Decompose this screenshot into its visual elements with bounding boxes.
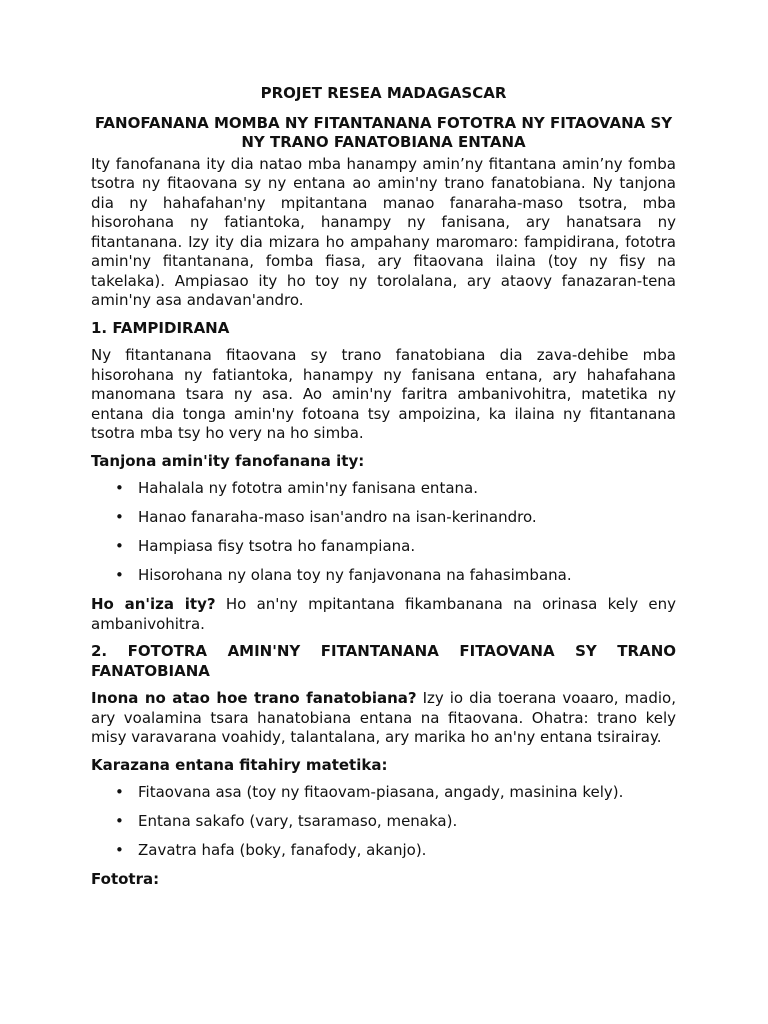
list-item: • Hampiasa fisy tsotra ho fanampiana. bbox=[115, 537, 416, 555]
document-title: PROJET RESEA MADAGASCAR bbox=[260, 84, 507, 102]
basics-heading: Fototra: bbox=[91, 870, 160, 888]
section-1-body: Ny fitantanana fitaovana sy trano fanatobiana dia zava-dehibe mba hisorohana ny fatiantoka, hanampy ny fanisana entana, ary hahafahana manomana tsara ny asa. Ao amin'ny faritra ambanivohitra, matetika ny entana dia tonga amin'ny fotoana tsy ampoizina, ka ilaina ny fitantanana tsotra mba tsy ho very na ho simba. bbox=[91, 346, 676, 442]
types-list bbox=[91, 783, 676, 861]
definition-label: Inona no atao hoe trano fanatobiana? bbox=[91, 689, 417, 707]
list-item: • Zavatra hafa (boky, fanafody, akanjo). bbox=[115, 841, 427, 859]
types-heading: Karazana entana fitahiry matetika: bbox=[91, 755, 388, 774]
list-item: • Hahalala ny fototra amin'ny fanisana entana. bbox=[115, 479, 478, 497]
definition-paragraph bbox=[91, 689, 676, 748]
list-item: • Hanao fanaraha-maso isan'andro na isan-kerinandro. bbox=[115, 508, 537, 526]
section-1-heading: 1. FAMPIDIRANA bbox=[91, 318, 230, 337]
goals-heading: Tanjona amin'ity fanofanana ity: bbox=[91, 451, 365, 470]
definition-text: Izy io dia toerana voaaro, madio, ary voalamina tsara hanatobiana entana na fitaovana. Ohatra: trano kely misy varavarana voahidy, talantalana, ary marika ho an'ny entana tsirairay. bbox=[91, 689, 676, 746]
section-2-heading: 2. FOTOTRA AMIN'NY FITANTANANA FITAOVANA SY TRANO FANATOBIANA bbox=[91, 642, 676, 680]
bullet-icon: • bbox=[115, 508, 124, 526]
list-item: • Fitaovana asa (toy ny fitaovam-piasana, angady, masinina kely). bbox=[115, 783, 624, 801]
bullet-icon: • bbox=[115, 566, 124, 584]
list-item: • Entana sakafo (vary, tsaramaso, menaka). bbox=[115, 812, 458, 830]
bullet-icon: • bbox=[115, 812, 124, 830]
bullet-icon: • bbox=[115, 783, 124, 801]
audience-text: Ho an'ny mpitantana fikambanana na orinasa kely eny ambanivohitra. bbox=[91, 595, 676, 633]
audience-label: Ho an'iza ity? bbox=[91, 595, 216, 613]
bullet-icon: • bbox=[115, 841, 124, 859]
document-subtitle: FANOFANANA MOMBA NY FITANTANANA FOTOTRA NY FITAOVANA SY NY TRANO FANATOBIANA ENTANA bbox=[94, 113, 673, 151]
bullet-icon: • bbox=[115, 479, 124, 497]
list-item: • Hisorohana ny olana toy ny fanjavonana na fahasimbana. bbox=[115, 566, 572, 584]
goals-list bbox=[91, 479, 676, 586]
bullet-icon: • bbox=[115, 537, 124, 555]
audience-paragraph bbox=[91, 595, 676, 634]
intro-paragraph: Ity fanofanana ity dia natao mba hanampy amin’ny fitantana amin’ny fomba tsotra ny fitaovana sy ny entana ao amin'ny trano fanatobiana. Ny tanjona dia ny hahafahan'ny mpitantana manao fanaraha-maso tsotra, mba hisorohana ny fatiantoka, hanampy ny fanisana, ary hanatsara ny fitantanana. Izy ity dia mizara ho ampahany maromaro: fampidirana, fototra amin'ny fitantanana, fomba fiasa, ary fitaovana ilaina (toy ny fisy na takelaka). Ampiasao ity ho toy ny torolalana, ary ataovy fanazaran-tena amin'ny asa andavan'andro. bbox=[91, 154, 676, 309]
